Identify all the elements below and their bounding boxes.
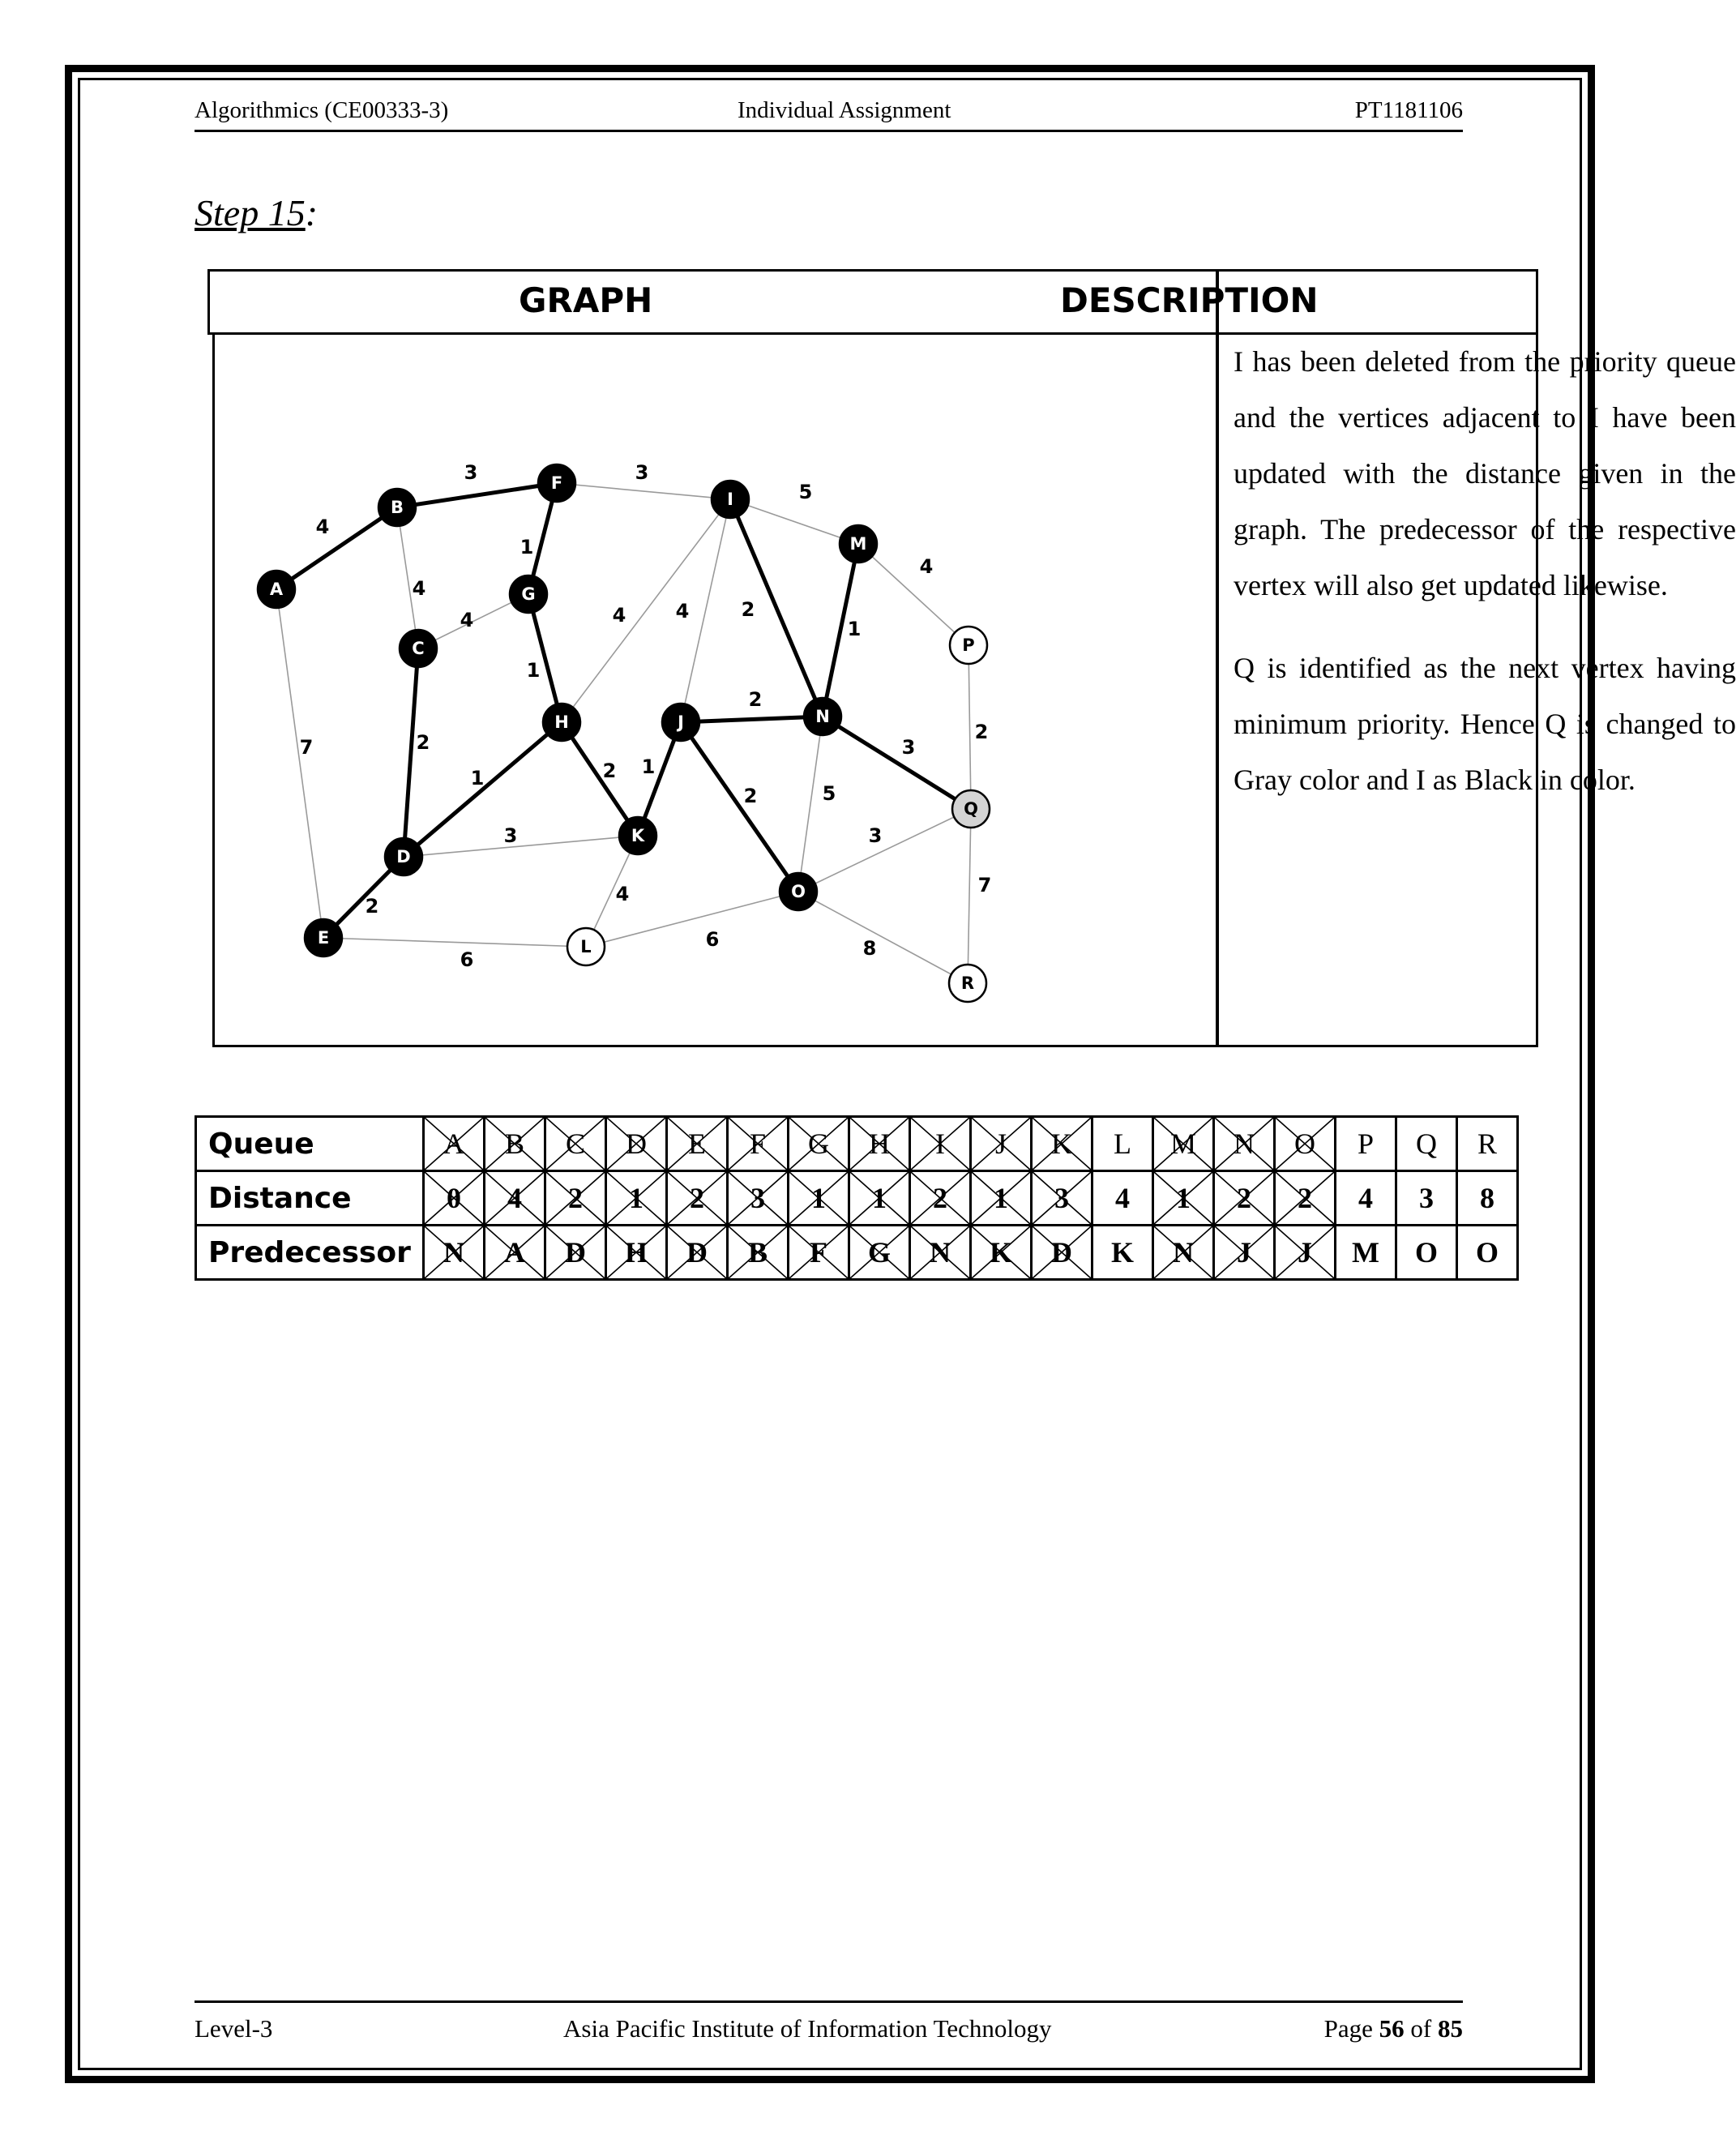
node-n (804, 698, 841, 735)
predecessor-value: O (1475, 1236, 1499, 1269)
node-g (510, 576, 547, 613)
predecessor-value: D (1051, 1236, 1072, 1269)
queue-value: N (1234, 1127, 1255, 1160)
queue-cell-l (1092, 1117, 1153, 1171)
queue-value: L (1114, 1127, 1131, 1160)
edge-weight-f-i: 3 (635, 461, 649, 484)
predecessor-cell-d (606, 1226, 667, 1280)
node-p (950, 627, 987, 664)
row-label-distance: Distance (196, 1171, 424, 1226)
queue-cell-e (667, 1117, 728, 1171)
edge-weight-g-h: 1 (526, 659, 541, 682)
predecessor-value: N (1173, 1236, 1194, 1269)
queue-row (196, 1117, 1518, 1171)
node-i (712, 481, 749, 518)
row-label-predecessor: Predecessor (196, 1226, 424, 1280)
predecessor-cell-r (1457, 1226, 1518, 1280)
distance-cell-q (1396, 1171, 1457, 1226)
predecessor-value: N (443, 1236, 464, 1269)
queue-cell-g (789, 1117, 849, 1171)
node-q (952, 790, 990, 828)
queue-cell-k (1032, 1117, 1092, 1171)
predecessor-cell-i (910, 1226, 971, 1280)
distance-cell-m (1153, 1171, 1214, 1226)
node-k (619, 817, 656, 854)
header-course: Algorithmics (CE00333-3) (195, 97, 449, 123)
footer-page-current: 56 (1379, 2014, 1405, 2043)
queue-cell-p (1336, 1117, 1396, 1171)
distance-value: 1 (994, 1182, 1008, 1214)
edge-weight-o-q: 3 (868, 824, 883, 847)
step-colon: : (305, 192, 319, 233)
footer-page-prefix: Page (1323, 2014, 1379, 2043)
predecessor-cell-f (728, 1226, 789, 1280)
edge-weight-b-c: 4 (412, 577, 426, 600)
node-o (780, 873, 817, 910)
distance-cell-c (545, 1171, 606, 1226)
queue-value: O (1294, 1127, 1315, 1160)
node-layer (258, 464, 990, 1002)
queue-value: I (935, 1127, 945, 1160)
edge-weight-i-h: 4 (612, 604, 626, 627)
queue-cell-r (1457, 1117, 1518, 1171)
queue-value: J (994, 1127, 1007, 1160)
node-label: L (580, 937, 592, 956)
node-label: I (727, 490, 733, 509)
predecessor-cell-m (1153, 1226, 1214, 1280)
predecessor-cell-c (545, 1226, 606, 1280)
distance-value: 1 (1176, 1182, 1191, 1214)
queue-cell-i (910, 1117, 971, 1171)
edge-weight-n-q: 3 (901, 736, 916, 759)
node-f (538, 464, 575, 502)
predecessor-cell-o (1275, 1226, 1336, 1280)
predecessor-cell-p (1336, 1226, 1396, 1280)
queue-cell-d (606, 1117, 667, 1171)
predecessor-value: A (504, 1236, 525, 1269)
queue-cell-q (1396, 1117, 1457, 1171)
distance-cell-n (1214, 1171, 1275, 1226)
predecessor-value: N (930, 1236, 951, 1269)
node-label: E (317, 928, 330, 948)
node-r (949, 965, 986, 1002)
node-l (567, 928, 605, 965)
distance-value: 0 (447, 1182, 461, 1214)
node-c (400, 630, 437, 667)
distance-cell-r (1457, 1171, 1518, 1226)
footer-page-number (1324, 2014, 1463, 2043)
edge-weight-a-e: 7 (299, 736, 314, 759)
predecessor-cell-h (849, 1226, 910, 1280)
predecessor-cell-l (1092, 1226, 1153, 1280)
predecessor-value: H (624, 1236, 648, 1269)
queue-value: F (749, 1127, 767, 1160)
queue-cell-b (485, 1117, 545, 1171)
description-title: DESCRIPTION (1060, 280, 1319, 320)
edge-weight-i-j: 4 (675, 600, 690, 623)
queue-value: G (808, 1127, 829, 1160)
footer-level: Level-3 (195, 2014, 273, 2043)
edge-g-h (528, 594, 562, 722)
edge-weight-c-d: 2 (416, 731, 430, 754)
predecessor-row (196, 1226, 1518, 1280)
queue-cell-c (545, 1117, 606, 1171)
page-footer (195, 2000, 1463, 2043)
edge-weight-d-k: 3 (503, 824, 518, 847)
node-label: F (550, 473, 563, 493)
predecessor-value: G (867, 1236, 891, 1269)
edge-j-o (681, 722, 798, 892)
queue-value: R (1477, 1127, 1497, 1160)
description-paragraph-1: I has been deleted from the priority queue and the vertices adjacent to I have been updated with the distance given in the graph. The predecessor of the respective vertex will also get updated likewise. (1234, 345, 1736, 601)
distance-cell-l (1092, 1171, 1153, 1226)
distance-value: 2 (933, 1182, 947, 1214)
edge-n-q (823, 717, 971, 809)
node-d (385, 838, 422, 875)
edge-weight-k-j: 1 (641, 755, 656, 778)
predecessor-value: M (1352, 1236, 1379, 1269)
node-label: M (849, 534, 867, 554)
edge-weight-d-e: 2 (365, 895, 379, 918)
edge-h-k (562, 722, 638, 836)
queue-cell-a (424, 1117, 485, 1171)
graph-title: GRAPH (519, 280, 653, 320)
distance-cell-f (728, 1171, 789, 1226)
predecessor-value: O (1414, 1236, 1438, 1269)
edge-weight-q-r: 7 (977, 874, 992, 896)
predecessor-value: J (1237, 1236, 1251, 1269)
dijkstra-table (195, 1115, 1519, 1281)
header-title: Individual Assignment (738, 97, 951, 123)
edge-weight-h-k: 2 (602, 760, 617, 782)
distance-value: 2 (690, 1182, 704, 1214)
queue-value: P (1357, 1127, 1375, 1160)
distance-cell-a (424, 1171, 485, 1226)
node-label: N (815, 707, 830, 726)
predecessor-cell-b (485, 1226, 545, 1280)
node-label: K (631, 826, 645, 845)
edge-weight-n-m: 1 (847, 618, 862, 640)
queue-value: K (1051, 1127, 1072, 1160)
distance-cell-e (667, 1171, 728, 1226)
edge-i-m (730, 499, 858, 544)
queue-value: C (565, 1127, 585, 1160)
queue-cell-m (1153, 1117, 1214, 1171)
edge-weight-f-g: 1 (520, 536, 534, 558)
distance-cell-j (971, 1171, 1032, 1226)
edge-o-r (798, 892, 968, 983)
predecessor-value: K (989, 1236, 1012, 1269)
distance-value: 3 (750, 1182, 765, 1214)
edge-weight-b-f: 3 (464, 461, 478, 484)
queue-value: A (443, 1127, 464, 1160)
step-label: Step 15 (195, 192, 306, 233)
edge-weight-m-p: 4 (919, 555, 934, 578)
distance-value: 1 (811, 1182, 826, 1214)
footer-institute: Asia Pacific Institute of Information Technology (563, 2014, 1052, 2043)
queue-cell-o (1275, 1117, 1336, 1171)
node-label: A (269, 580, 284, 599)
edge-o-q (798, 809, 971, 892)
distance-value: 3 (1419, 1182, 1434, 1214)
node-m (840, 525, 877, 563)
queue-value: D (626, 1127, 647, 1160)
predecessor-value: F (810, 1236, 827, 1269)
predecessor-cell-g (789, 1226, 849, 1280)
node-label: O (791, 882, 806, 901)
edge-layer (276, 461, 991, 983)
node-a (258, 571, 295, 608)
distance-cell-k (1032, 1171, 1092, 1226)
predecessor-cell-e (667, 1226, 728, 1280)
queue-value: M (1169, 1127, 1196, 1160)
node-label: B (390, 498, 404, 517)
distance-value: 2 (1298, 1182, 1312, 1214)
edge-e-l (323, 938, 586, 947)
edge-p-q (968, 645, 971, 809)
edge-a-e (276, 589, 323, 938)
predecessor-cell-a (424, 1226, 485, 1280)
queue-cell-h (849, 1117, 910, 1171)
edge-q-r (968, 809, 971, 983)
edge-weight-i-n: 2 (741, 598, 755, 621)
distance-cell-b (485, 1171, 545, 1226)
node-label: C (412, 639, 425, 658)
node-b (378, 489, 416, 526)
node-label: J (678, 712, 684, 732)
predecessor-value: J (1298, 1236, 1312, 1269)
distance-cell-g (789, 1171, 849, 1226)
edge-m-p (858, 544, 968, 645)
predecessor-cell-n (1214, 1226, 1275, 1280)
row-label-queue: Queue (196, 1117, 424, 1171)
predecessor-value: D (565, 1236, 586, 1269)
edge-weight-p-q: 2 (974, 721, 989, 743)
edge-weight-h-d: 1 (470, 767, 485, 789)
node-label: H (554, 712, 569, 732)
edge-weight-k-l: 4 (615, 883, 630, 905)
distance-cell-p (1336, 1171, 1396, 1226)
edge-weight-o-r: 8 (862, 937, 877, 960)
distance-cell-d (606, 1171, 667, 1226)
predecessor-cell-q (1396, 1226, 1457, 1280)
edge-n-o (798, 717, 823, 892)
footer-page-of: of (1404, 2014, 1438, 2043)
distance-value: 1 (872, 1182, 887, 1214)
edge-weight-a-b: 4 (315, 516, 330, 538)
edge-weight-j-o: 2 (743, 785, 758, 807)
edge-weight-c-g: 4 (460, 609, 474, 631)
edge-weight-j-n: 2 (748, 688, 763, 711)
edge-j-n (681, 717, 823, 722)
queue-value: Q (1416, 1127, 1437, 1160)
queue-cell-j (971, 1117, 1032, 1171)
edge-d-k (404, 836, 638, 857)
distance-cell-h (849, 1171, 910, 1226)
distance-cell-i (910, 1171, 971, 1226)
edge-weight-i-m: 5 (798, 481, 813, 503)
queue-value: E (688, 1127, 706, 1160)
distance-value: 4 (1358, 1182, 1373, 1214)
node-j (662, 704, 699, 741)
edge-weight-e-l: 6 (460, 948, 474, 971)
distance-value: 4 (507, 1182, 522, 1214)
edge-weight-n-o: 5 (822, 782, 836, 805)
predecessor-value: B (747, 1236, 768, 1269)
distance-cell-o (1275, 1171, 1336, 1226)
predecessor-value: K (1110, 1236, 1134, 1269)
description-paragraph-2: Q is identified as the next vertex having minimum priority. Hence Q is changed to Gray color and I as Black in color. (1234, 652, 1736, 796)
distance-value: 3 (1054, 1182, 1069, 1214)
predecessor-cell-j (971, 1226, 1032, 1280)
node-label: P (962, 635, 975, 655)
queue-value: H (869, 1127, 890, 1160)
predecessor-cell-k (1032, 1226, 1092, 1280)
edge-a-b (276, 507, 397, 589)
distance-value: 2 (1237, 1182, 1251, 1214)
header-student-id: PT1181106 (1354, 97, 1463, 123)
distance-value: 2 (568, 1182, 583, 1214)
queue-cell-n (1214, 1117, 1275, 1171)
edge-b-f (397, 483, 557, 507)
distance-value: 8 (1480, 1182, 1494, 1214)
queue-cell-f (728, 1117, 789, 1171)
distance-value: 4 (1115, 1182, 1130, 1214)
node-label: D (396, 847, 411, 866)
footer-page-total: 85 (1438, 2014, 1463, 2043)
predecessor-value: D (686, 1236, 708, 1269)
node-h (543, 704, 580, 741)
distance-row (196, 1171, 1518, 1226)
queue-value: B (504, 1127, 524, 1160)
distance-value: 1 (629, 1182, 644, 1214)
edge-f-i (557, 483, 730, 499)
node-label: Q (964, 799, 978, 819)
node-label: G (521, 584, 536, 604)
edge-weight-l-o: 6 (705, 928, 720, 951)
node-e (305, 919, 342, 956)
node-label: R (960, 973, 975, 993)
